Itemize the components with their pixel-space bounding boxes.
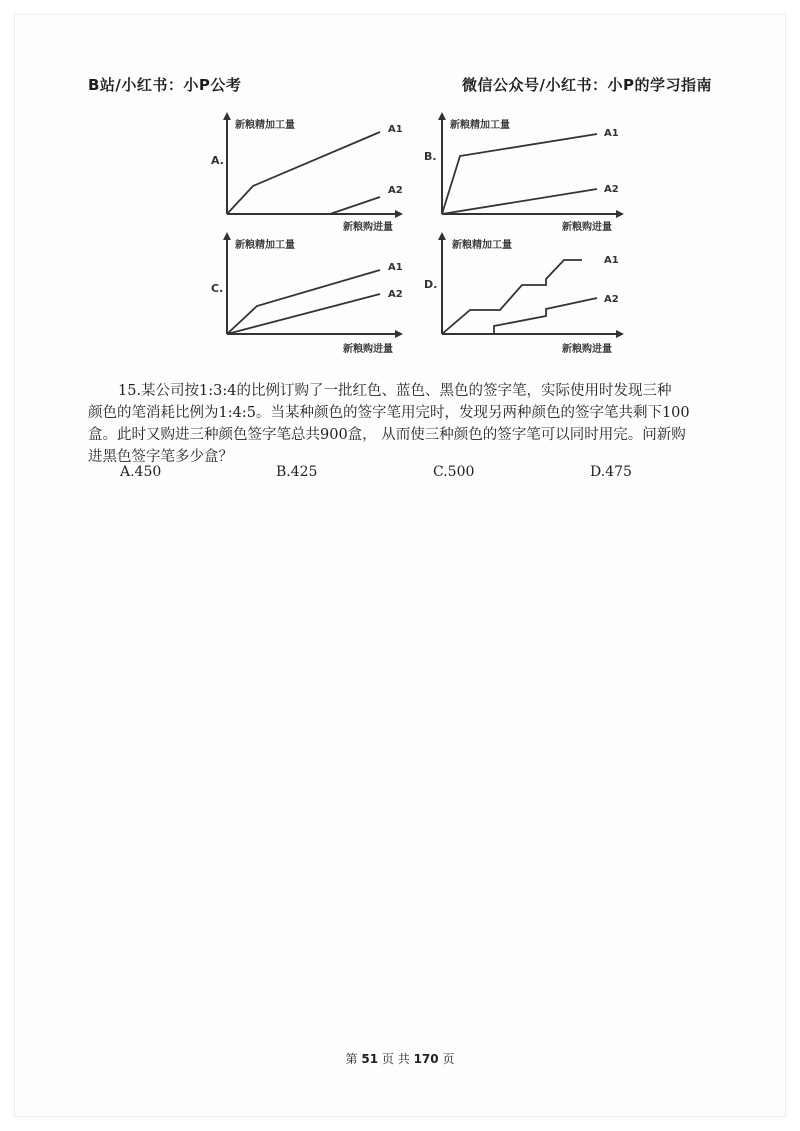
chart-c-a1-label: A1: [388, 262, 403, 273]
chart-a-line-a1: [227, 132, 380, 214]
option-b[interactable]: B.425: [276, 464, 318, 480]
chart-d-x-label: 新粮购进量: [562, 344, 612, 355]
footer-middle: 页 共: [381, 1052, 410, 1066]
chart-d-a1-label: A1: [604, 255, 619, 266]
answer-options: [120, 464, 740, 486]
question-line-1: 15.某公司按1:3:4的比例订购了一批红色、蓝色、黑色的签字笔，实际使用时发现三种: [118, 383, 672, 399]
chart-a-y-label: 新粮精加工量: [235, 120, 295, 131]
chart-c-y-arrow: [223, 232, 231, 240]
header-right: 微信公众号/小红书：小P的学习指南: [462, 76, 712, 94]
chart-a-y-arrow: [223, 112, 231, 120]
question-15: [88, 380, 728, 468]
chart-a-line-a2: [330, 197, 380, 214]
chart-c-line-a2: [227, 294, 380, 334]
chart-d-a2-label: A2: [604, 294, 619, 305]
footer-page-number: 51: [361, 1052, 379, 1066]
chart-b: [422, 112, 622, 242]
chart-c-line-a1: [227, 270, 380, 334]
chart-a-label: A.: [211, 154, 224, 167]
chart-d-line-a2: [494, 298, 597, 334]
chart-a-a2-label: A2: [388, 185, 403, 196]
option-c[interactable]: C.500: [433, 464, 475, 480]
page-footer: [0, 1050, 800, 1067]
footer-prefix: 第: [345, 1052, 358, 1066]
footer-total-pages: 170: [413, 1052, 439, 1066]
chart-c-y-label: 新粮精加工量: [235, 240, 295, 251]
chart-a-x-arrow: [395, 210, 403, 218]
chart-b-a2-label: A2: [604, 184, 619, 195]
question-line-4: 进黑色签字笔多少盒？: [88, 449, 233, 465]
chart-b-y-label: 新粮精加工量: [450, 120, 510, 131]
chart-b-a1-label: A1: [604, 128, 619, 139]
question-line-2: 颜色的笔消耗比例为1:4:5。当某种颜色的签字笔用完时，发现另两种颜色的签字笔共剩下100: [88, 405, 690, 421]
footer-suffix: 页: [442, 1052, 455, 1066]
chart-b-x-label: 新粮购进量: [562, 222, 612, 233]
chart-d-label: D.: [424, 278, 438, 291]
chart-d-y-label: 新粮精加工量: [452, 240, 512, 251]
chart-c-x-label: 新粮购进量: [343, 344, 393, 355]
chart-a-a1-label: A1: [388, 124, 403, 135]
chart-c-x-arrow: [395, 330, 403, 338]
chart-b-y-arrow: [438, 112, 446, 120]
chart-b-label: B.: [424, 150, 437, 163]
chart-c-a2-label: A2: [388, 289, 403, 300]
chart-a-x-label: 新粮购进量: [343, 222, 393, 233]
question-line-3: 盒。此时又购进三种颜色签字笔总共900盒， 从而使三种颜色的签字笔可以同时用完。问新购: [88, 427, 686, 443]
option-a[interactable]: A.450: [120, 464, 162, 480]
chart-b-line-a2: [442, 189, 597, 214]
chart-a: [205, 112, 405, 242]
header-left: B站/小红书：小P公考: [88, 76, 242, 94]
chart-c: [205, 230, 405, 360]
option-d[interactable]: D.475: [590, 464, 632, 480]
chart-c-label: C.: [211, 282, 224, 295]
chart-d-y-arrow: [438, 232, 446, 240]
chart-d: [422, 230, 622, 360]
